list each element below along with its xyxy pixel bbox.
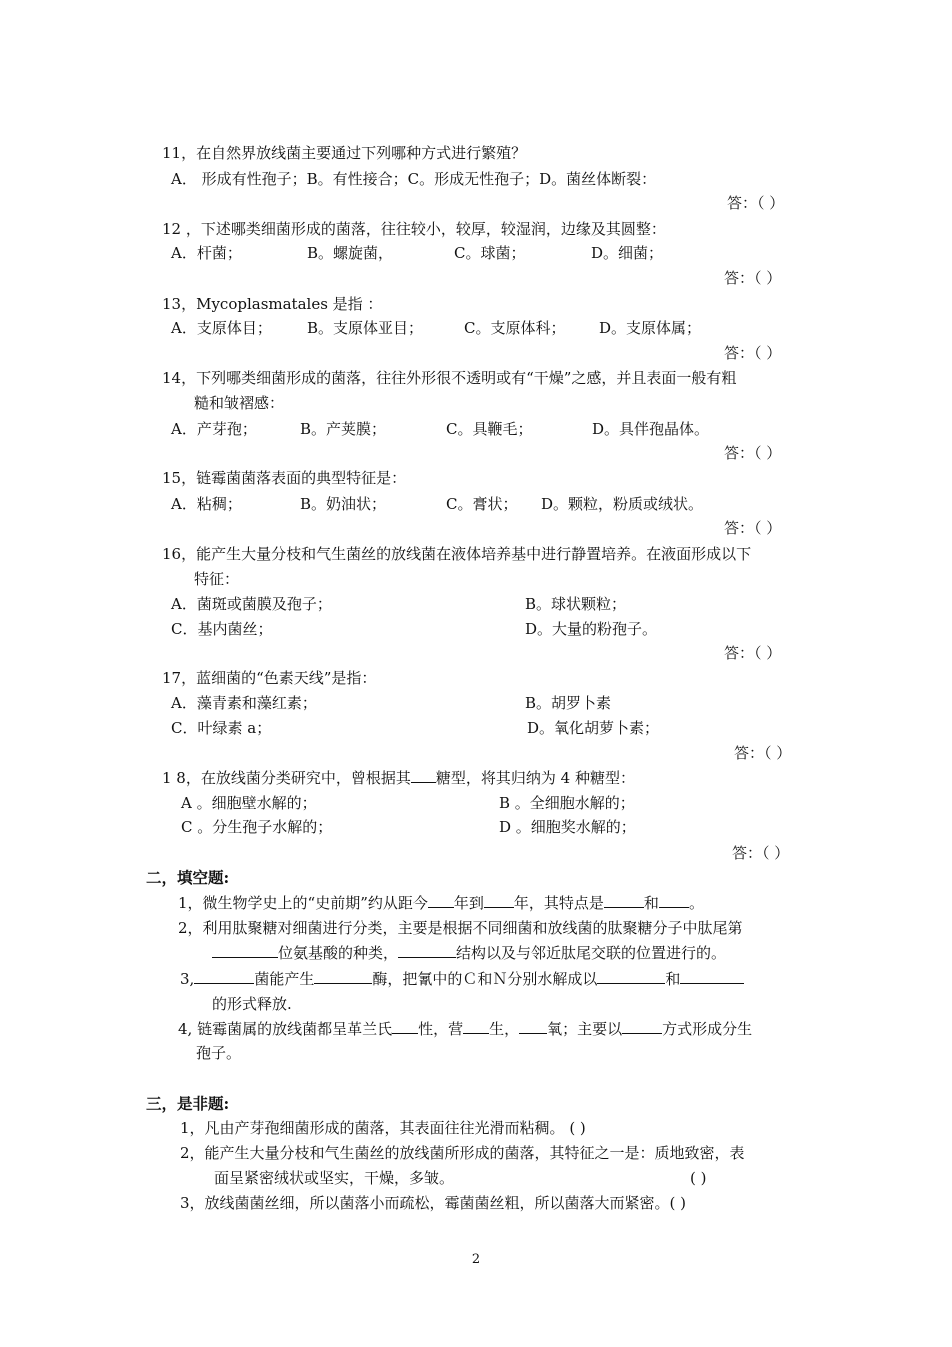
section3-title: 三，是非题: (146, 1094, 230, 1113)
q15-stem: 15，链霉菌菌落表面的典型特征是： (162, 469, 407, 487)
fill-q4-part1: 4, 链霉菌属的放线菌都呈革兰氏 (178, 1020, 393, 1038)
q12-option-a: A．杆菌； (171, 244, 242, 262)
fill-q4-blank4[interactable] (622, 1019, 662, 1034)
fill-q2-blank1[interactable] (212, 943, 278, 958)
q17-stem: 17，蓝细菌的“色素天线”是指： (162, 669, 377, 687)
q12-option-c: C。球菌； (454, 244, 526, 262)
q14-option-d: D。具伴孢晶体。 (592, 420, 710, 438)
q11-answer: 答：（ ） (727, 194, 785, 212)
fill-q1-part5: 。 (688, 894, 704, 912)
q16-stem-line2: 特征： (194, 570, 240, 588)
fill-q3-part2: 菌能产生 (254, 970, 315, 988)
q12-stem: 12 ，下述哪类细菌形成的菌落，往往较小，较厚，较湿润，边缘及其圆整： (162, 220, 666, 238)
fill-q3-line1 (180, 969, 744, 989)
section2-title: 二，填空题: (146, 868, 230, 887)
q13-option-c: C。支原体科； (464, 319, 566, 337)
q17-option-b: B。胡罗卜素 (525, 694, 612, 712)
fill-q4-part5: 方式形成分生 (662, 1020, 753, 1038)
q12-option-d: D。细菌； (591, 244, 664, 262)
fill-q3-part4: 和 (665, 970, 681, 988)
fill-q2-blank2[interactable] (398, 943, 456, 958)
fill-q4-line1 (178, 1019, 752, 1039)
q14-answer: 答：（ ） (724, 444, 782, 462)
q18-option-c: C 。分生孢子水解的； (181, 818, 333, 836)
tf-q3: 3，放线菌菌丝细，所以菌落小而疏松，霉菌菌丝粗，所以菌落大而紧密。( ) (180, 1194, 687, 1212)
fill-q3-part1: 3, (180, 970, 195, 988)
q14-stem-line2: 糙和皱褶感： (194, 394, 285, 412)
q16-option-b: B。球状颗粒； (525, 595, 627, 613)
q15-option-c: C。膏状； (446, 495, 518, 513)
fill-q1-part2: 年到 (453, 894, 484, 912)
fill-q1-part4: 和 (643, 894, 659, 912)
tf-q2-line2: 面呈紧密绒状或坚实，干燥，多皱。 (214, 1169, 455, 1187)
fill-q4-blank2[interactable] (463, 1019, 489, 1034)
q17-option-d: D。氧化胡萝卜素； (527, 719, 660, 737)
q16-option-a: A．菌斑或菌膜及孢子； (171, 595, 332, 613)
fill-q3-line2: 的形式释放. (212, 995, 292, 1013)
fill-q2-line1: 2，利用肽聚糖对细菌进行分类，主要是根据不同细菌和放线菌的肽聚糖分子中肽尾第 (178, 919, 743, 937)
q14-option-c: C。具鞭毛； (446, 420, 533, 438)
tf-q2-answer: ( ) (690, 1169, 707, 1187)
fill-q4-blank1[interactable] (392, 1019, 418, 1034)
fill-q3-blank2[interactable] (314, 969, 372, 984)
q15-answer: 答：（ ） (724, 519, 782, 537)
q15-option-d: D。颗粒，粉质或绒状。 (541, 495, 704, 513)
q13-option-b: B。支原体亚目； (307, 319, 424, 337)
q18-option-a: A 。细胞壁水解的； (181, 794, 317, 812)
q13-stem: 13，Mycoplasmatales 是指 ： (162, 295, 383, 313)
q16-option-d: D。大量的粉孢子。 (525, 620, 658, 638)
q12-option-b: B。螺旋菌， (307, 244, 394, 262)
q13-answer: 答：（ ） (724, 344, 782, 362)
q17-option-a: A．藻青素和藻红素； (171, 694, 317, 712)
q14-stem-line1: 14，下列哪类细菌形成的菌落，往往外形很不透明或有“干燥”之感，并且表面一般有粗 (162, 369, 737, 387)
fill-q1-blank4[interactable] (659, 893, 689, 908)
q16-answer: 答：（ ） (724, 644, 782, 662)
fill-q3-blank3[interactable] (597, 969, 665, 984)
fill-q2-line2 (212, 943, 726, 963)
fill-q4-blank3[interactable] (519, 1019, 547, 1034)
q13-option-a: A．支原体目； (171, 319, 272, 337)
q17-option-c: C．叶绿素 a； (171, 719, 272, 737)
fill-q1-part3: 年，其特点是 (513, 894, 604, 912)
fill-q4-part4: 氧；主要以 (547, 1020, 623, 1038)
tf-q2-line1: 2，能产生大量分枝和气生菌丝的放线菌所形成的菌落，其特征之一是：质地致密，表 (180, 1144, 745, 1162)
q18-blank[interactable] (411, 768, 436, 783)
q18-answer: 答：（ ） (732, 844, 790, 862)
fill-q3-blank4[interactable] (680, 969, 744, 984)
q15-option-b: B。奶油状； (300, 495, 387, 513)
fill-q1-part1: 1，微生物学史上的“史前期”约从距今 (178, 894, 428, 912)
q18-stem (162, 768, 635, 788)
fill-q3-blank1[interactable] (194, 969, 254, 984)
fill-q4-line2: 孢子。 (196, 1044, 242, 1062)
fill-q1-blank3[interactable] (604, 893, 644, 908)
q18-option-b: B 。全细胞水解的； (499, 794, 635, 812)
q16-option-c: C．基内菌丝； (171, 620, 273, 638)
fill-q1-blank1[interactable] (428, 893, 454, 908)
fill-q3-part3: 酶，把氰中的Ｃ和Ｎ分别水解成以 (372, 970, 598, 988)
q11-options: A． 形成有性孢子；B。有性接合；C。形成无性孢子；D。菌丝体断裂： (171, 170, 657, 188)
page-number: 2 (471, 1252, 481, 1267)
q14-option-a: A．产芽孢； (171, 420, 257, 438)
q18-stem-pre: 1 8，在放线菌分类研究中，曾根据其 (162, 769, 411, 787)
q16-stem-line1: 16，能产生大量分枝和气生菌丝的放线菌在液体培养基中进行静置培养。在液面形成以下 (162, 545, 752, 563)
fill-q2-part2: 位氨基酸的种类， (278, 944, 399, 962)
q12-answer: 答：（ ） (724, 269, 782, 287)
q18-stem-post: 糖型，将其归纳为 4 种糖型： (435, 769, 635, 787)
q15-option-a: A．粘稠； (171, 495, 242, 513)
fill-q2-part3: 结构以及与邻近肽尾交联的位置进行的。 (456, 944, 727, 962)
q11-stem: 11，在自然界放线菌主要通过下列哪种方式进行繁殖？ (162, 144, 527, 162)
fill-q4-part3: 生， (489, 1020, 520, 1038)
q13-option-d: D。支原体属； (599, 319, 702, 337)
fill-q1 (178, 893, 704, 913)
q17-answer: 答：（ ） (734, 744, 792, 762)
fill-q4-part2: 性，营 (418, 1020, 464, 1038)
fill-q1-blank2[interactable] (484, 893, 514, 908)
q14-option-b: B。产荚膜； (300, 420, 387, 438)
tf-q1: 1，凡由产芽孢细菌形成的菌落，其表面往往光滑而粘稠。 ( ) (180, 1119, 586, 1137)
q18-option-d: D 。细胞奖水解的； (499, 818, 636, 836)
